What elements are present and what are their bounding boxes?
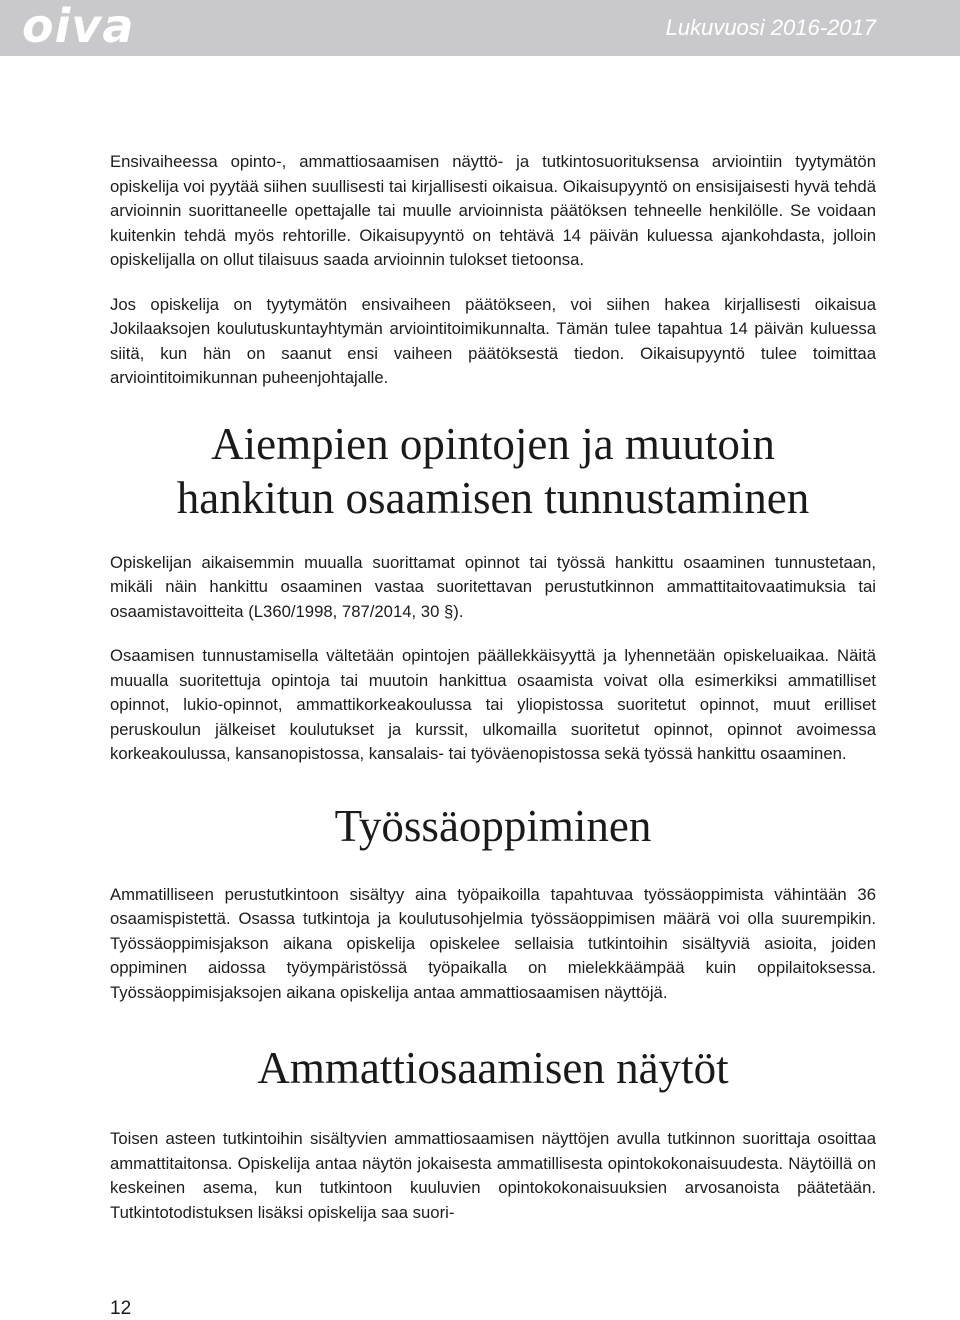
page-number: 12 [110, 1298, 132, 1319]
paragraph-skills-demonstrations: Toisen asteen tutkintoihin sisältyvien ammattiosaamisen näyttöjen avulla tutkinnon suorittaja osoittaa ammattitaitonsa. Opiskelija antaa näytön jokaisesta ammatillisesta opintokokonaisuudesta. Näytöillä on keskeinen asema, kun tutkintoon kuuluvien opintokokonaisuuksien arvosanoista päätetään. Tutkintotodistuksen lisäksi opiskelija saa suori- [110, 1129, 876, 1222]
heading-on-the-job-learning: Työssäoppiminen [334, 800, 652, 851]
header-bar [0, 0, 960, 56]
paragraph-recognition-details: Osaamisen tunnustamisella vältetään opintojen päällekkäisyyttä ja lyhennetään opiskeluaikaa. Näitä muualla suoritettuja opintoja tai muutoin hankittua osaamista voivat olla esimerkiksi ammatilliset opinnot, lukio-opinnot, ammattikorkeakoulussa tai yliopistossa suoritetut opinnot, muut erilliset peruskoulun jälkeiset koulutukset ja kurssit, ulkomailla suoritetut opinnot, opinnot avoimessa korkeakoulussa, kansanopistossa, kansalais- tai työväenopistossa sekä työssä hankittu osaaminen. [110, 646, 876, 763]
heading-line-1: Aiempien opintojen ja muutoin [211, 418, 775, 469]
paragraph-appeal-first-stage: Ensivaiheessa opinto-, ammattiosaamisen näyttö- ja tutkintosuorituksensa arviointiin tyytymätön opiskelija voi pyytää siihen suullisesti tai kirjallisesti oikaisua. Oikaisupyyntö on ensisijaisesti hyvä tehdä arvioinnin suorittaneelle opettajalle tai muulle arvioinnista päätöksen tehneelle henkilölle. Se voidaan kuitenkin tehdä myös rehtorille. Oikaisupyyntö on tehtävä 14 päivän kuluessa ajankohdasta, jolloin opiskelijalla on ollut tilaisuus saada arvioinnin tulokset tietoonsa. [110, 152, 876, 269]
oiva-logo: oiva [22, 0, 135, 53]
paragraph-appeal-second-stage: Jos opiskelija on tyytymätön ensivaiheen päätökseen, voi siihen hakea kirjallisesti oikaisua Jokilaaksojen koulutuskuntayhtymän arviointitoimikunnalta. Tämän tulee tapahtua 14 päivän kuluessa siitä, kun hän on saanut ensi vaiheen päätöksestä tiedon. Oikaisupyyntö tulee toimittaa arviointitoimikunnan puheenjohtajalle. [110, 294, 876, 387]
school-year-label: Lukuvuosi 2016-2017 [665, 15, 876, 40]
heading-vocational-skills-demonstrations: Ammattiosaamisen näytöt [257, 1043, 729, 1093]
paragraph-recognition-intro: Opiskelijan aikaisemmin muualla suorittamat opinnot tai työssä hankittu osaaminen tunnustetaan, mikäli näin hankittu osaaminen vastaa suoritettavan perustutkinnon ammattitaitovaatimuksia tai osaamistavoitteita (L360/1998, 787/2014, 30 §). [110, 552, 876, 621]
page-content [110, 150, 876, 1225]
paragraph-on-the-job-learning: Ammatilliseen perustutkintoon sisältyy aina työpaikoilla tapahtuvaa työssäoppimista vähintään 36 osaamispistettä. Osassa tutkintoja ja koulutusohjelmia työssäoppimisen määrä voi olla suurempikin. Työssäoppimisjakson aikana opiskelija opiskelee sellaisia tutkintoihin sisältyviä asioita, joiden oppiminen aidossa työympäristössä työpaikalla on mielekkäämpää kuin oppilaitoksessa. Työssäoppimisjaksojen aikana opiskelija antaa ammattiosaamisen näyttöjä. [110, 884, 876, 1002]
heading-line-2: hankitun osaamisen tunnustaminen [176, 472, 810, 523]
heading-recognition-of-prior-learning [110, 417, 876, 525]
